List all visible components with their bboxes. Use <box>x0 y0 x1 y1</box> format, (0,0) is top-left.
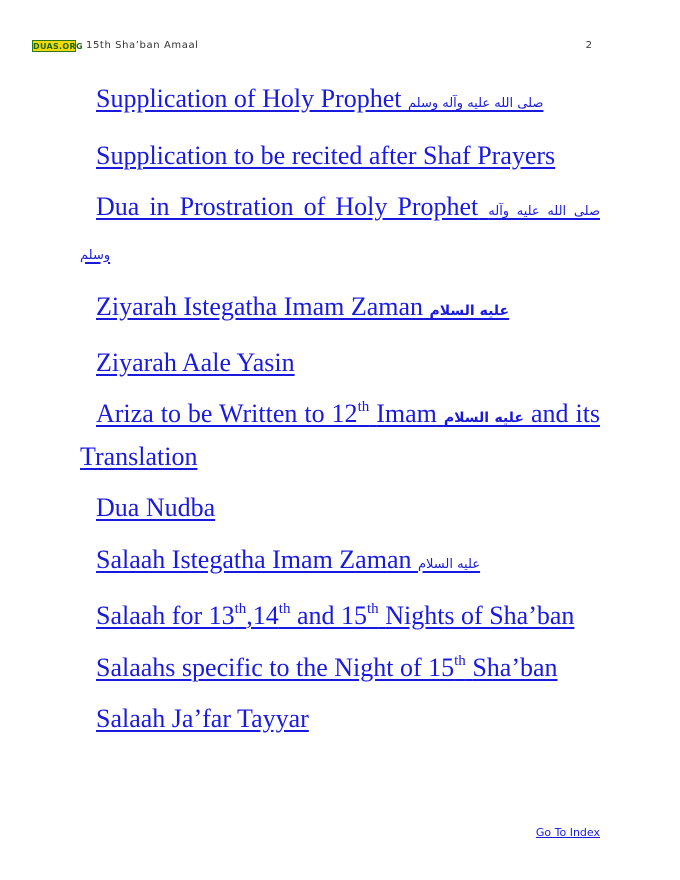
entry-text: Ziyarah Istegatha Imam Zaman <box>96 292 424 321</box>
table-of-contents <box>80 80 600 752</box>
go-to-index-link[interactable]: Go To Index <box>535 826 600 839</box>
arabic-salutation: عليه السلام <box>443 410 524 426</box>
duas-logo: DUAS.ORG <box>33 42 83 51</box>
entry-text: and its Translation <box>80 399 601 471</box>
entry-text: Supplication of Holy Prophet <box>96 84 402 113</box>
page-number: 2 <box>585 40 592 51</box>
toc-link-salaah-nights[interactable] <box>80 597 600 636</box>
toc-link-ziyarah-aale-yasin[interactable] <box>80 344 600 383</box>
toc-link-salaahs-night-15th[interactable] <box>80 649 600 688</box>
entry-text: Imam <box>376 399 437 428</box>
entry-text: Dua in Prostration of Holy Prophet <box>96 192 479 221</box>
entry-text: Ariza to be Written to 12 <box>96 399 358 428</box>
superscript: th <box>367 601 379 617</box>
entry-text: and 15 <box>296 601 368 630</box>
superscript: th <box>357 399 370 415</box>
page-header <box>32 40 592 58</box>
entry-text: Salaahs specific to the Night of 15 <box>96 652 455 682</box>
arabic-salutation: عليه السلام <box>429 303 510 319</box>
toc-link-salaah-jafar-tayyar[interactable] <box>80 700 600 739</box>
toc-link-ariza[interactable] <box>80 395 600 476</box>
toc-link-salaah-istegatha[interactable] <box>80 541 600 585</box>
entry-text: Salaah Ja’far Tayyar <box>96 704 309 733</box>
entry-text: Nights of Sha’ban <box>385 601 575 630</box>
superscript: th <box>234 601 247 617</box>
arabic-salutation: صلى الله عليه وآله وسلم <box>407 96 544 111</box>
entry-text: Ziyarah Aale Yasin <box>96 347 295 377</box>
toc-link-dua-prostration[interactable] <box>80 188 600 275</box>
arabic-salutation: عليه السلام <box>417 556 481 572</box>
toc-link-supplication-after-shaf[interactable] <box>80 137 600 176</box>
entry-text: Dua Nudba <box>96 493 216 522</box>
header-title: 15th Sha’ban Amaal <box>86 40 199 51</box>
entry-text: Sha’ban <box>472 652 558 682</box>
entry-text: Supplication to be recited after Shaf Prayers <box>96 140 556 170</box>
entry-text: ,14 <box>246 601 279 630</box>
arabic-salutation: صلى الله عليه وآله وسلم <box>80 204 600 263</box>
toc-link-supplication-holy-prophet[interactable] <box>80 80 600 124</box>
superscript: th <box>278 601 291 617</box>
entry-text: Salaah Istegatha Imam Zaman <box>96 544 412 574</box>
toc-link-ziyarah-istegatha[interactable] <box>80 288 600 331</box>
superscript: th <box>454 652 466 669</box>
toc-link-dua-nudba[interactable] <box>80 489 600 528</box>
entry-text: Salaah for 13 <box>96 601 235 630</box>
